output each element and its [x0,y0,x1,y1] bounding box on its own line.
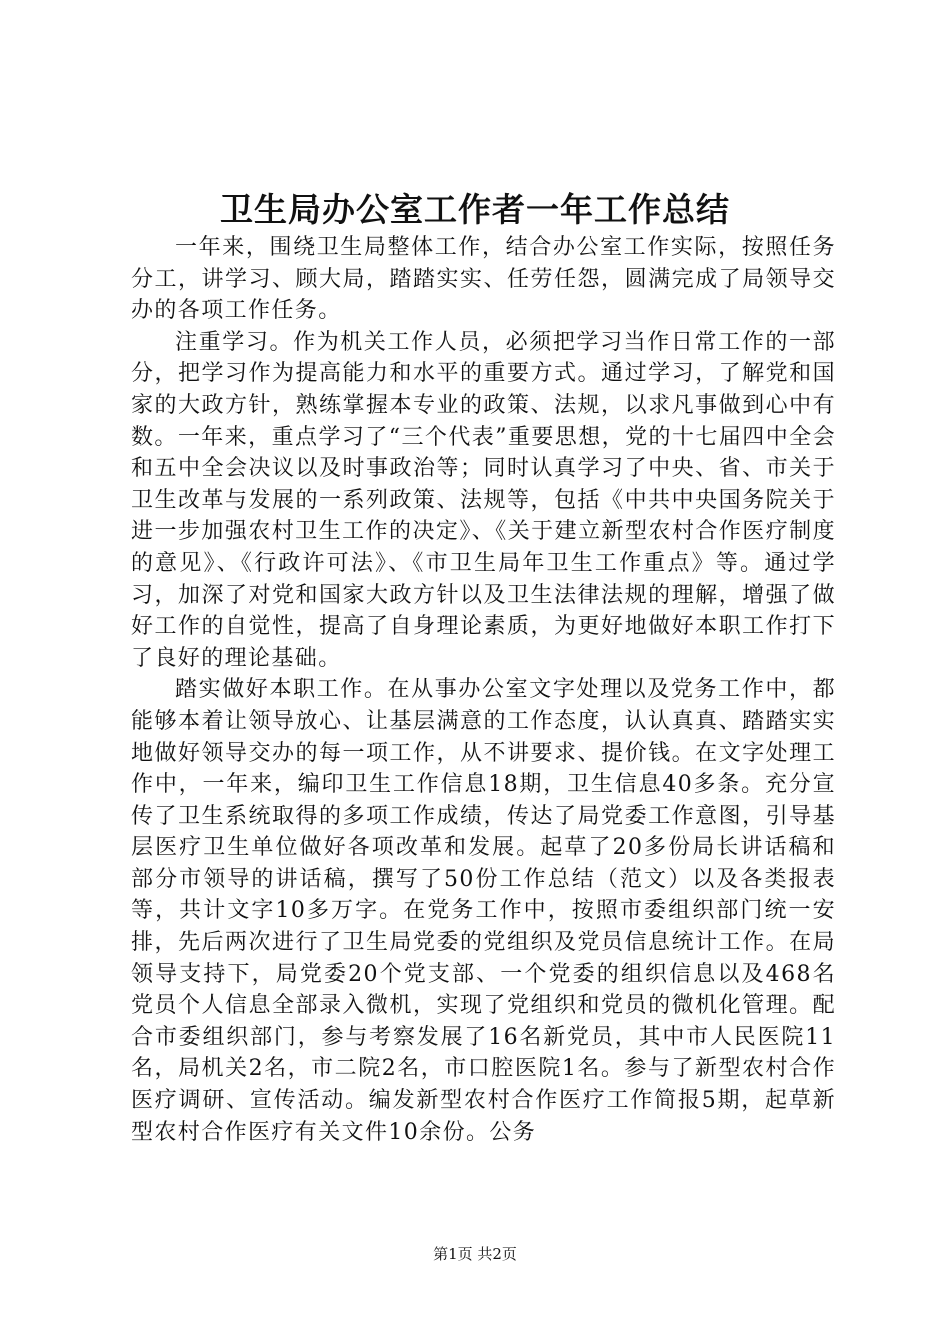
document-title: 卫生局办公室工作者一年工作总结 [220,190,730,229]
page-footer: 第1页 共2页 [433,1245,517,1263]
paragraph-intro: 一年来，围绕卫生局整体工作，结合办公室工作实际，按照任务分工，讲学习、顾大局，踏踏实实、任劳任怨，圆满完成了局领导交办的各项工作任务。 [131,235,836,324]
paragraph-study: 注重学习。作为机关工作人员，必须把学习当作日常工作的一部分，把学习作为提高能力和水平的重要方式。通过学习，了解党和国家的大政方针，熟练掌握本专业的政策、法规，以求凡事做到心中有数。一年来，重点学习了“三个代表”重要思想，党的十七届四中全会和五中全会决议以及时事政治等；同时认真学习了中央、省、市关于卫生改革与发展的一系列政策、法规等，包括《中共中央国务院关于进一步加强农村卫生工作的决定》、《关于建立新型农村合作医疗制度的意见》、《行政许可法》、《市卫生局年卫生工作重点》等。通过学习，加深了对党和国家大政方针以及卫生法律法规的理解，增强了做好工作的自觉性，提高了自身理论素质，为更好地做好本职工作打下了良好的理论基础。 [131,329,836,671]
paragraph-work: 踏实做好本职工作。在从事办公室文字处理以及党务工作中，都能够本着让领导放心、让基层满意的工作态度，认认真真、踏踏实实地做好领导交办的每一项工作，从不讲要求、提价钱。在文字处理工作中，一年来，编印卫生工作信息18期，卫生信息40多条。充分宣传了卫生系统取得的多项工作成绩，传达了局党委工作意图，引导基层医疗卫生单位做好各项改革和发展。起草了20多份局长讲话稿和部分市领导的讲话稿，撰写了50份工作总结（范文）以及各类报表等，共计文字10多万字。在党务工作中，按照市委组织部门统一安排，先后两次进行了卫生局党委的党组织及党员信息统计工作。在局领导支持下，局党委20个党支部、一个党委的组织信息以及468名党员个人信息全部录入微机，实现了党组织和党员的微机化管理。配合市委组织部门，参与考察发展了16名新党员，其中市人民医院11名，局机关2名，市二院2名，市口腔医院1名。参与了新型农村合作医疗调研、宣传活动。编发新型农村合作医疗工作简报5期，起草新型农村合作医疗有关文件10余份。公务 [131,677,836,1145]
document-body [131,232,836,1148]
